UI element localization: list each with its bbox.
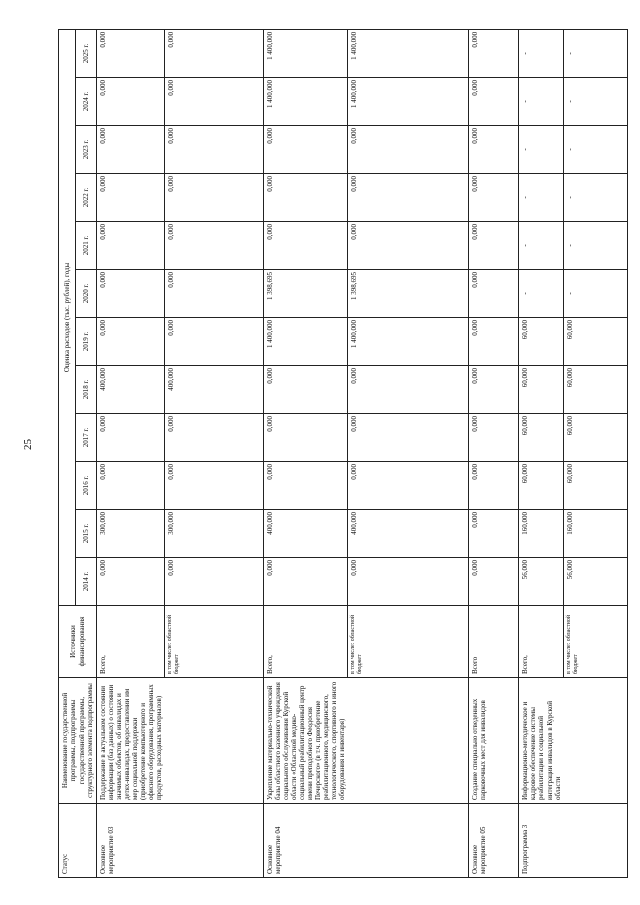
row-value: 0,000 bbox=[468, 222, 519, 270]
row-value: 60,000 bbox=[563, 318, 627, 366]
row-value: 0,000 bbox=[263, 222, 347, 270]
header-year: 2020 г. bbox=[76, 270, 97, 318]
row-value: 0,000 bbox=[468, 558, 519, 606]
row-value: 60,000 bbox=[563, 366, 627, 414]
row-name: Создание специально отведенных парковочных мест для инвалидов bbox=[468, 678, 519, 804]
row-value: 400,000 bbox=[347, 510, 468, 558]
row-value: - bbox=[563, 270, 627, 318]
row-value: 60,000 bbox=[519, 462, 563, 510]
row-value: 400,000 bbox=[165, 366, 263, 414]
row-status: Основное мероприятие 05 bbox=[468, 804, 519, 878]
row-value: 0,000 bbox=[263, 462, 347, 510]
row-value: 0,000 bbox=[97, 126, 165, 174]
row-value: 1 398,695 bbox=[263, 270, 347, 318]
row-value: - bbox=[563, 222, 627, 270]
header-year: 2014 г. bbox=[76, 558, 97, 606]
row-value: 300,000 bbox=[97, 510, 165, 558]
row-value: 1 400,000 bbox=[263, 29, 347, 77]
row-value: 0,000 bbox=[468, 78, 519, 126]
row-value: - bbox=[563, 29, 627, 77]
row-value: 56,000 bbox=[519, 558, 563, 606]
row-value: 0,000 bbox=[468, 174, 519, 222]
row-value: 0,000 bbox=[97, 78, 165, 126]
row-value: 0,000 bbox=[468, 414, 519, 462]
row-source: в том числе: областной бюджет bbox=[165, 606, 263, 678]
table-row bbox=[468, 29, 519, 877]
row-value: 0,000 bbox=[263, 174, 347, 222]
row-value: 0,000 bbox=[97, 222, 165, 270]
row-value: 0,000 bbox=[468, 462, 519, 510]
header-year: 2015 г. bbox=[76, 510, 97, 558]
row-value: 0,000 bbox=[165, 558, 263, 606]
header-year: 2019 г. bbox=[76, 318, 97, 366]
row-value: 0,000 bbox=[468, 510, 519, 558]
row-value: 60,000 bbox=[563, 414, 627, 462]
row-value: 0,000 bbox=[263, 366, 347, 414]
row-value: 0,000 bbox=[347, 462, 468, 510]
row-value: - bbox=[563, 174, 627, 222]
row-value: 0,000 bbox=[97, 558, 165, 606]
header-year: 2018 г. bbox=[76, 366, 97, 414]
row-value: 0,000 bbox=[468, 366, 519, 414]
row-status: Основное мероприятие 04 bbox=[263, 804, 468, 878]
row-value: 0,000 bbox=[165, 78, 263, 126]
header-year: 2021 г. bbox=[76, 222, 97, 270]
page-number: 25 bbox=[22, 439, 34, 450]
row-value: 60,000 bbox=[519, 414, 563, 462]
row-value: 0,000 bbox=[97, 462, 165, 510]
row-value: - bbox=[519, 78, 563, 126]
row-value: 0,000 bbox=[263, 558, 347, 606]
row-value: 0,000 bbox=[97, 414, 165, 462]
row-value: - bbox=[519, 270, 563, 318]
row-value: 0,000 bbox=[165, 126, 263, 174]
header-year: 2017 г. bbox=[76, 414, 97, 462]
header-expense-estimate: Оценка расходов (тыс. рублей), годы bbox=[59, 29, 76, 605]
row-value: 0,000 bbox=[468, 318, 519, 366]
row-value: - bbox=[519, 222, 563, 270]
row-value: 0,000 bbox=[165, 270, 263, 318]
header-year: 2022 г. bbox=[76, 174, 97, 222]
row-value: 0,000 bbox=[263, 126, 347, 174]
row-value: 1 398,695 bbox=[347, 270, 468, 318]
row-value: - bbox=[563, 78, 627, 126]
row-name: Поддержание в актуальном состоянии информации (баз данных) о состоянии значимых объектов, об инвалидах и детях-инвалидах, предоставлении им мер социальной поддержки (приобретение компьютерного и офисного оборудования, программных продуктов, расходных материалов) bbox=[97, 678, 264, 804]
budget-table bbox=[58, 29, 628, 878]
header-source: Источники финансирования bbox=[59, 606, 97, 678]
row-value: 0,000 bbox=[347, 414, 468, 462]
row-value: 0,000 bbox=[165, 174, 263, 222]
row-value: 300,000 bbox=[165, 510, 263, 558]
row-status: Подпрограмма 3 bbox=[519, 804, 628, 878]
row-value: - bbox=[519, 126, 563, 174]
row-value: - bbox=[519, 29, 563, 77]
row-value: 0,000 bbox=[97, 174, 165, 222]
row-value: 160,000 bbox=[519, 510, 563, 558]
row-value: 0,000 bbox=[165, 318, 263, 366]
table-row bbox=[519, 29, 563, 877]
row-value: 60,000 bbox=[519, 366, 563, 414]
row-value: - bbox=[563, 126, 627, 174]
row-source: в том числе: областной бюджет bbox=[347, 606, 468, 678]
row-value: 0,000 bbox=[97, 270, 165, 318]
row-value: 0,000 bbox=[347, 558, 468, 606]
row-value: 160,000 bbox=[563, 510, 627, 558]
row-value: 0,000 bbox=[347, 126, 468, 174]
row-name: Укрепление материально-технической базы областного казенного учреждения социального обслуживания Курской области «Областной медико-социальный реабилитационный центр имени преподобного Феодосия Печерского» (в т.ч. приобретение реабилитационного, медицинского, технологического, спортивного и иного оборудования и инвентаря) bbox=[263, 678, 468, 804]
row-value: 0,000 bbox=[165, 222, 263, 270]
row-value: 60,000 bbox=[563, 462, 627, 510]
header-year: 2025 г. bbox=[76, 29, 97, 77]
row-value: 1 400,000 bbox=[347, 78, 468, 126]
row-value: 0,000 bbox=[347, 174, 468, 222]
row-value: 1 400,000 bbox=[347, 318, 468, 366]
row-value: 0,000 bbox=[263, 414, 347, 462]
table-row bbox=[97, 29, 165, 877]
row-value: 56,000 bbox=[563, 558, 627, 606]
row-value: 0,000 bbox=[468, 126, 519, 174]
row-source: в том числе: областной бюджет bbox=[563, 606, 627, 678]
row-value: 0,000 bbox=[468, 29, 519, 77]
header-year: 2024 г. bbox=[76, 78, 97, 126]
row-name: Информационно-методическое и кадровое обеспечение системы реабилитации и социальной интеграции инвалидов в Курской области bbox=[519, 678, 628, 804]
row-value: 0,000 bbox=[97, 29, 165, 77]
row-value: 0,000 bbox=[347, 366, 468, 414]
row-source: Всего, bbox=[519, 606, 563, 678]
row-source: Всего, bbox=[263, 606, 347, 678]
row-value: 1 400,000 bbox=[347, 29, 468, 77]
row-status: Основное мероприятие 03 bbox=[97, 804, 264, 878]
row-value: 400,000 bbox=[263, 510, 347, 558]
row-value: 0,000 bbox=[165, 462, 263, 510]
row-value: - bbox=[519, 174, 563, 222]
row-source: Всего bbox=[468, 606, 519, 678]
row-value: 1 400,000 bbox=[263, 78, 347, 126]
row-value: 0,000 bbox=[165, 29, 263, 77]
row-value: 1 400,000 bbox=[263, 318, 347, 366]
row-value: 0,000 bbox=[165, 414, 263, 462]
row-value: 400,000 bbox=[97, 366, 165, 414]
row-value: 0,000 bbox=[97, 318, 165, 366]
header-year: 2016 г. bbox=[76, 462, 97, 510]
row-value: 0,000 bbox=[347, 222, 468, 270]
header-status: Статус bbox=[59, 804, 97, 878]
header-name: Наименование государственной программы, подпрограммы государственной программы, структурного элемента подпрограммы bbox=[59, 678, 97, 804]
table-row bbox=[263, 29, 347, 877]
header-year: 2023 г. bbox=[76, 126, 97, 174]
rotated-page bbox=[58, 31, 628, 878]
row-value: 0,000 bbox=[468, 270, 519, 318]
row-value: 60,000 bbox=[519, 318, 563, 366]
row-source: Всего, bbox=[97, 606, 165, 678]
